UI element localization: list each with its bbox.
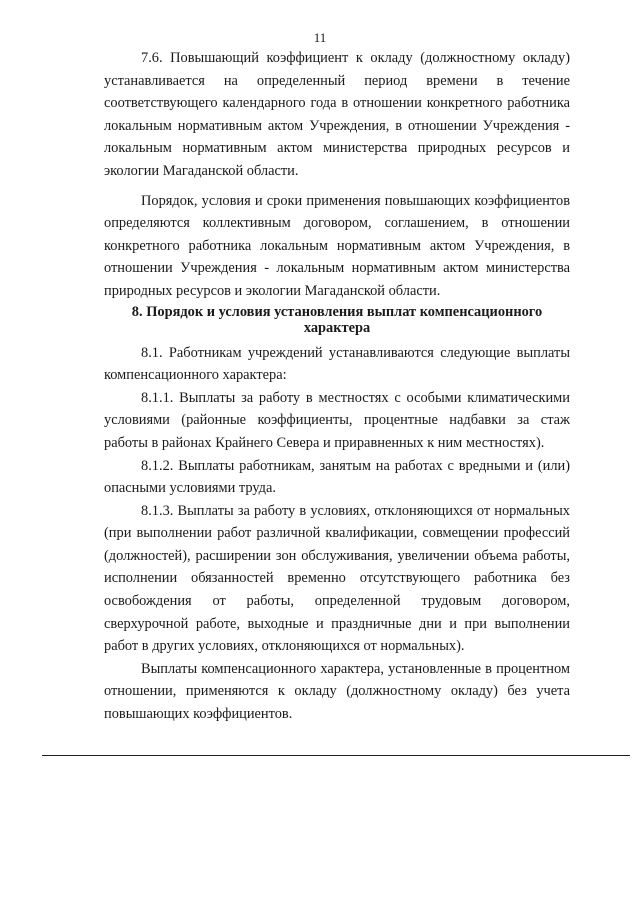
document-body [104,47,570,726]
paragraph-coefficient-order: Порядок, условия и сроки применения повышающих коэффициентов определяются коллективным договором, соглашением, в отношении конкретного работника локальным нормативным актом Учреждения, в отношении Учреждения - локальным нормативным актом министерства природных ресурсов и экологии Магаданской области. [104,192,570,299]
paragraph-7-6: 7.6. Повышающий коэффициент к окладу (должностному окладу) устанавливается на определенный период времени в течение соответствующего календарного года в отношении конкретного работника локальным нормативным актом Учреждения, в отношении Учреждения - локальным нормативным актом министерства природных ресурсов и экологии Магаданской области. [104,50,570,179]
section-heading-8: 8. Порядок и условия установления выплат компенсационного характера [131,303,543,336]
paragraph-8-1-2: 8.1.2. Выплаты работникам, занятым на работах с вредными и (или) опасными условиями труда. [104,457,570,497]
paragraph-8-1-1: 8.1.1. Выплаты за работу в местностях с особыми климатическими условиями (районные коэффициенты, процентные надбавки за стаж работы в районах Крайнего Севера и приравненных к ним местностях). [104,389,570,451]
paragraph-8-1: 8.1. Работникам учреждений устанавливаются следующие выплаты компенсационного характера: [104,344,570,384]
paragraph-percent-payments: Выплаты компенсационного характера, установленные в процентном отношении, применяются к окладу (должностному окладу) без учета повышающих коэффициентов. [104,660,570,723]
page-bottom-divider [42,755,630,756]
paragraph-8-1-3: 8.1.3. Выплаты за работу в условиях, отклоняющихся от нормальных (при выполнении работ различной квалификации, совмещении профессий (должностей), расширении зон обслуживания, увеличении объема работы, исполнении обязанностей временно отсутствующего работника без освобождения от работы, определенной трудовым договором, сверхурочной работе, выходные и праздничные дни и при выполнении работ в других условиях, отклоняющихся от нормальных). [104,502,570,655]
page-number: 11 [313,30,327,45]
